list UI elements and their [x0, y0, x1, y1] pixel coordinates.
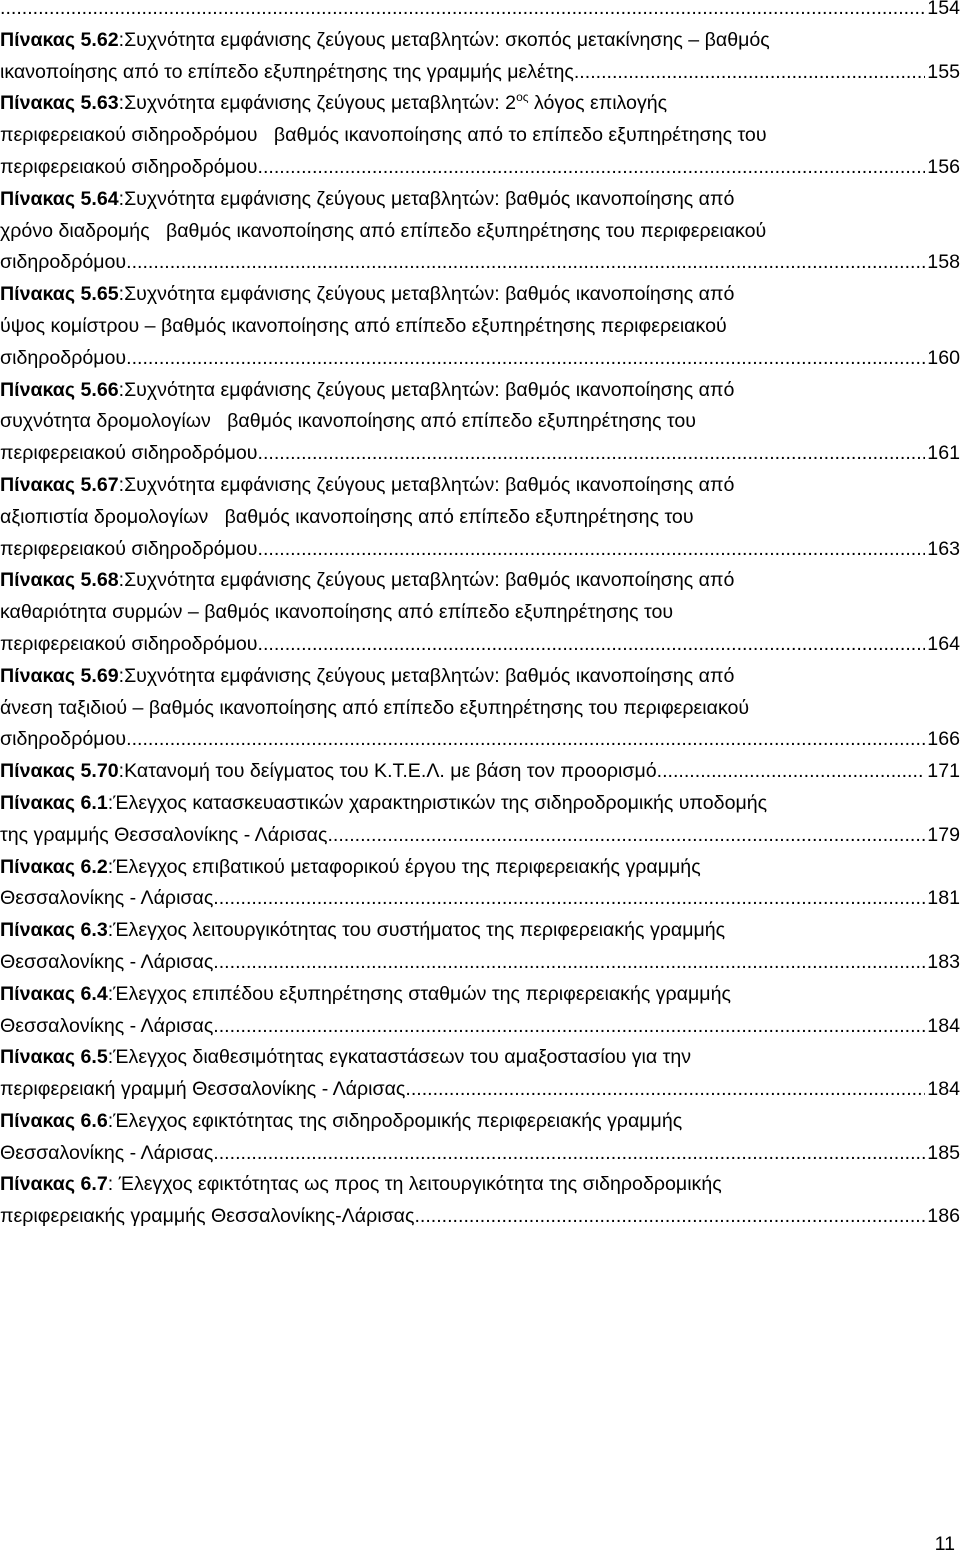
toc-line-text: [0, 1201, 414, 1233]
toc-line: [0, 661, 960, 693]
toc-line: [0, 1042, 960, 1074]
dot-leader: [213, 1138, 925, 1170]
toc-line-text: [0, 25, 770, 57]
toc-page-number: 166: [927, 728, 960, 751]
table-label: Πίνακας 5.68: [0, 569, 119, 592]
toc-entry[interactable]: [0, 184, 960, 279]
toc-line-text: [0, 438, 258, 470]
table-title-cont: λόγος επιλογής: [528, 92, 668, 115]
toc-line: [0, 184, 960, 216]
table-title: :Συχνότητα εμφάνισης ζεύγους μεταβλητών: βαθμός ικανοποίησης από: [118, 664, 735, 687]
toc-line: [0, 979, 960, 1011]
toc-line: [0, 375, 960, 407]
dot-leader: [258, 534, 926, 566]
toc-line-text: [0, 1042, 691, 1074]
toc-line-text: [0, 152, 258, 184]
dot-leader: [258, 438, 926, 470]
toc-entry[interactable]: [0, 25, 960, 89]
toc-line: [0, 311, 960, 343]
toc-line: [0, 88, 960, 120]
table-title: : Έλεγχος εφικτότητας ως προς τη λειτουργικότητα της σιδηροδρομικής: [107, 1173, 722, 1196]
table-title: περιφερειακού σιδηροδρόμου: [0, 442, 258, 465]
table-title: ύψος κομίστρου – βαθμός ικανοποίησης από επίπεδο εξυπηρέτησης περιφερειακού: [0, 314, 727, 337]
dot-leader: [327, 820, 925, 852]
toc-line: [0, 25, 960, 57]
toc-line-text: [0, 343, 126, 375]
toc-line-text: [0, 661, 734, 693]
toc-line: [0, 406, 960, 438]
table-title: σιδηροδρόμου: [0, 728, 127, 751]
toc-line-text: [0, 1011, 213, 1043]
dot-leader: [126, 724, 925, 756]
table-title: περιφερειακού σιδηροδρόμου: [0, 537, 258, 560]
table-title: :Έλεγχος επιβατικού μεταφορικού έργου της περιφερειακής γραμμής: [107, 855, 701, 878]
dot-leader: [126, 247, 925, 279]
table-title: Θεσσαλονίκης - Λάρισας: [0, 950, 214, 973]
toc-page-number: 158: [927, 251, 960, 274]
dot-leader: [574, 57, 925, 89]
toc-line: [0, 247, 960, 279]
dot-leader: [258, 152, 926, 184]
table-title: :Συχνότητα εμφάνισης ζεύγους μεταβλητών: βαθμός ικανοποίησης από: [118, 569, 735, 592]
dot-leader: [405, 1074, 925, 1106]
table-title: περιφερειακού σιδηροδρόμου: [0, 155, 258, 178]
toc-page-number: 179: [927, 823, 960, 846]
toc-line: [0, 915, 960, 947]
table-label: Πίνακας 5.62: [0, 28, 119, 51]
toc-line: [0, 1169, 960, 1201]
toc-line: [0, 152, 960, 184]
toc-entry[interactable]: [0, 661, 960, 756]
dot-leader: [0, 0, 925, 25]
table-title: :Έλεγχος διαθεσιμότητας εγκαταστάσεων του αμαξοστασίου για την: [107, 1046, 692, 1069]
dot-leader: [657, 756, 926, 788]
table-title: της γραμμής Θεσσαλονίκης - Λάρισας: [0, 823, 328, 846]
toc-line-text: [0, 1138, 213, 1170]
toc-continuation-line: [0, 0, 960, 25]
toc-line-text: [0, 502, 694, 534]
toc-page-number: 186: [927, 1205, 960, 1228]
table-title: περιφερειακή γραμμή Θεσσαλονίκης - Λάρισας: [0, 1078, 406, 1101]
toc-line-text: [0, 247, 126, 279]
toc-line: [0, 1011, 960, 1043]
table-title: :Συχνότητα εμφάνισης ζεύγους μεταβλητών: βαθμός ικανοποίησης από: [118, 187, 735, 210]
table-title: περιφερειακής γραμμής Θεσσαλονίκης-Λάρισας: [0, 1205, 415, 1228]
table-label: Πίνακας 5.63: [0, 92, 119, 115]
table-title: :Έλεγχος επιπέδου εξυπηρέτησης σταθμών της περιφερειακής γραμμής: [107, 982, 731, 1005]
toc-line-text: [0, 883, 213, 915]
table-title: χρόνο διαδρομής βαθμός ικανοποίησης από επίπεδο εξυπηρέτησης του περιφερειακού: [0, 219, 767, 242]
toc-line-text: [0, 597, 673, 629]
table-title: αξιοπιστία δρομολογίων βαθμός ικανοποίησης από επίπεδο εξυπηρέτησης του: [0, 505, 694, 528]
toc-entry[interactable]: [0, 470, 960, 565]
table-title: ικανοποίησης από το επίπεδο εξυπηρέτησης της γραμμής μελέτης: [0, 60, 574, 83]
table-title: :Συχνότητα εμφάνισης ζεύγους μεταβλητών: βαθμός ικανοποίησης από: [118, 378, 735, 401]
toc-line-text: [0, 184, 734, 216]
toc-entry[interactable]: [0, 88, 960, 183]
dot-leader: [213, 1011, 925, 1043]
toc-line: [0, 788, 960, 820]
toc-line-text: [0, 88, 667, 120]
toc-entry[interactable]: [0, 1106, 960, 1170]
toc-line-text: [0, 311, 727, 343]
table-label: Πίνακας 5.69: [0, 664, 119, 687]
toc-line: [0, 216, 960, 248]
toc-line-text: [0, 979, 731, 1011]
toc-line-text: [0, 57, 574, 89]
toc-line-text: [0, 375, 734, 407]
toc-page-number: 161: [927, 442, 960, 465]
toc-line: [0, 565, 960, 597]
table-title: :Έλεγχος κατασκευαστικών χαρακτηριστικών της σιδηροδρομικής υποδομής: [107, 791, 768, 814]
toc-page-number: 185: [927, 1141, 960, 1164]
toc-line-text: [0, 216, 766, 248]
toc-line: [0, 120, 960, 152]
toc-line-text: [0, 1106, 682, 1138]
table-title: άνεση ταξιδιού – βαθμός ικανοποίησης από επίπεδο εξυπηρέτησης του περιφερειακού: [0, 696, 750, 719]
toc-entry[interactable]: [0, 756, 960, 788]
toc-line-text: [0, 852, 701, 884]
toc-page-number: 184: [927, 1014, 960, 1037]
toc-entry[interactable]: [0, 915, 960, 979]
toc-line: [0, 597, 960, 629]
page-number: 11: [934, 1533, 955, 1555]
toc-page-number: 184: [927, 1078, 960, 1101]
table-label: Πίνακας 5.65: [0, 283, 119, 306]
table-title: :Έλεγχος λειτουργικότητας του συστήματος της περιφερειακής γραμμής: [107, 919, 726, 942]
toc-page-number: 154: [927, 0, 960, 19]
toc-line-text: [0, 756, 657, 788]
table-title: :Κατανομή του δείγματος του Κ.Τ.Ε.Λ. με βάση τον προορισμό: [118, 760, 657, 783]
toc-line: [0, 279, 960, 311]
table-label: Πίνακας 6.3: [0, 919, 108, 942]
dot-leader: [213, 883, 925, 915]
toc-line-text: [0, 693, 749, 725]
table-title: περιφερειακού σιδηροδρόμου: [0, 632, 258, 655]
toc-page-number: 171: [927, 760, 960, 783]
toc-line: [0, 1138, 960, 1170]
toc-line-text: [0, 279, 734, 311]
toc-page-number: 183: [927, 950, 960, 973]
toc-entry[interactable]: [0, 852, 960, 916]
toc-line: [0, 947, 960, 979]
toc-line: [0, 438, 960, 470]
toc-entry[interactable]: [0, 279, 960, 374]
toc-line: [0, 1074, 960, 1106]
toc-line-text: [0, 915, 725, 947]
table-label: Πίνακας 6.1: [0, 791, 108, 814]
toc-page-number: 181: [927, 887, 960, 910]
toc-line: [0, 1106, 960, 1138]
toc-line-text: [0, 820, 327, 852]
toc-line: [0, 534, 960, 566]
toc-entry[interactable]: [0, 979, 960, 1043]
toc-line: [0, 470, 960, 502]
table-title: Θεσσαλονίκης - Λάρισας: [0, 887, 214, 910]
table-label: Πίνακας 6.2: [0, 855, 108, 878]
table-title: Θεσσαλονίκης - Λάρισας: [0, 1014, 214, 1037]
toc-page-number: 155: [927, 60, 960, 83]
table-label: Πίνακας 5.67: [0, 473, 119, 496]
table-title: :Συχνότητα εμφάνισης ζεύγους μεταβλητών: 2: [118, 92, 517, 115]
toc-line: [0, 724, 960, 756]
table-title: Θεσσαλονίκης - Λάρισας: [0, 1141, 214, 1164]
toc-line: [0, 502, 960, 534]
toc-line: [0, 820, 960, 852]
dot-leader: [126, 343, 925, 375]
toc-entry[interactable]: [0, 565, 960, 660]
toc-page-number: 164: [927, 632, 960, 655]
toc-line-text: [0, 1169, 722, 1201]
toc-line-text: [0, 724, 126, 756]
table-title: :Συχνότητα εμφάνισης ζεύγους μεταβλητών: σκοπός μετακίνησης – βαθμός: [118, 28, 770, 51]
table-title: :Συχνότητα εμφάνισης ζεύγους μεταβλητών: βαθμός ικανοποίησης από: [118, 283, 735, 306]
toc-line: [0, 629, 960, 661]
table-label: Πίνακας 5.66: [0, 378, 119, 401]
toc-line-text: [0, 534, 258, 566]
toc-line-text: [0, 1074, 405, 1106]
dot-leader: [414, 1201, 925, 1233]
toc-page-number: 156: [927, 155, 960, 178]
table-label: Πίνακας 6.4: [0, 982, 108, 1005]
toc-line: [0, 693, 960, 725]
toc-entry[interactable]: [0, 1169, 960, 1233]
table-label: Πίνακας 5.64: [0, 187, 119, 210]
toc-page-number: 160: [927, 346, 960, 369]
toc-line: [0, 852, 960, 884]
table-title: σιδηροδρόμου: [0, 251, 127, 274]
table-title: :Συχνότητα εμφάνισης ζεύγους μεταβλητών: βαθμός ικανοποίησης από: [118, 473, 735, 496]
dot-leader: [258, 629, 926, 661]
toc-line-text: [0, 406, 696, 438]
toc-line: [0, 883, 960, 915]
table-title: καθαριότητα συρμών – βαθμός ικανοποίησης από επίπεδο εξυπηρέτησης του: [0, 601, 674, 624]
table-label: Πίνακας 6.5: [0, 1046, 108, 1069]
toc-line-text: [0, 470, 734, 502]
toc-entry[interactable]: [0, 788, 960, 852]
toc-line: [0, 1201, 960, 1233]
toc-line-text: [0, 788, 767, 820]
toc-line-text: [0, 565, 734, 597]
toc-entry[interactable]: [0, 375, 960, 470]
toc-entry[interactable]: [0, 1042, 960, 1106]
dot-leader: [213, 947, 925, 979]
superscript: ος: [516, 90, 529, 105]
toc-page-number: 163: [927, 537, 960, 560]
toc-line: [0, 756, 960, 788]
table-title: συχνότητα δρομολογίων βαθμός ικανοποίησης από επίπεδο εξυπηρέτησης του: [0, 410, 697, 433]
toc-line: [0, 57, 960, 89]
table-title: περιφερειακού σιδηροδρόμου βαθμός ικανοποίησης από το επίπεδο εξυπηρέτησης του: [0, 124, 767, 147]
table-title: σιδηροδρόμου: [0, 346, 127, 369]
table-label: Πίνακας 6.7: [0, 1173, 108, 1196]
toc-line-text: [0, 629, 258, 661]
toc-line: [0, 343, 960, 375]
toc-line-text: [0, 120, 767, 152]
toc-line-text: [0, 947, 213, 979]
table-label: Πίνακας 6.6: [0, 1109, 108, 1132]
table-label: Πίνακας 5.70: [0, 760, 119, 783]
table-title: :Έλεγχος εφικτότητας της σιδηροδρομικής περιφερειακής γραμμής: [107, 1109, 683, 1132]
